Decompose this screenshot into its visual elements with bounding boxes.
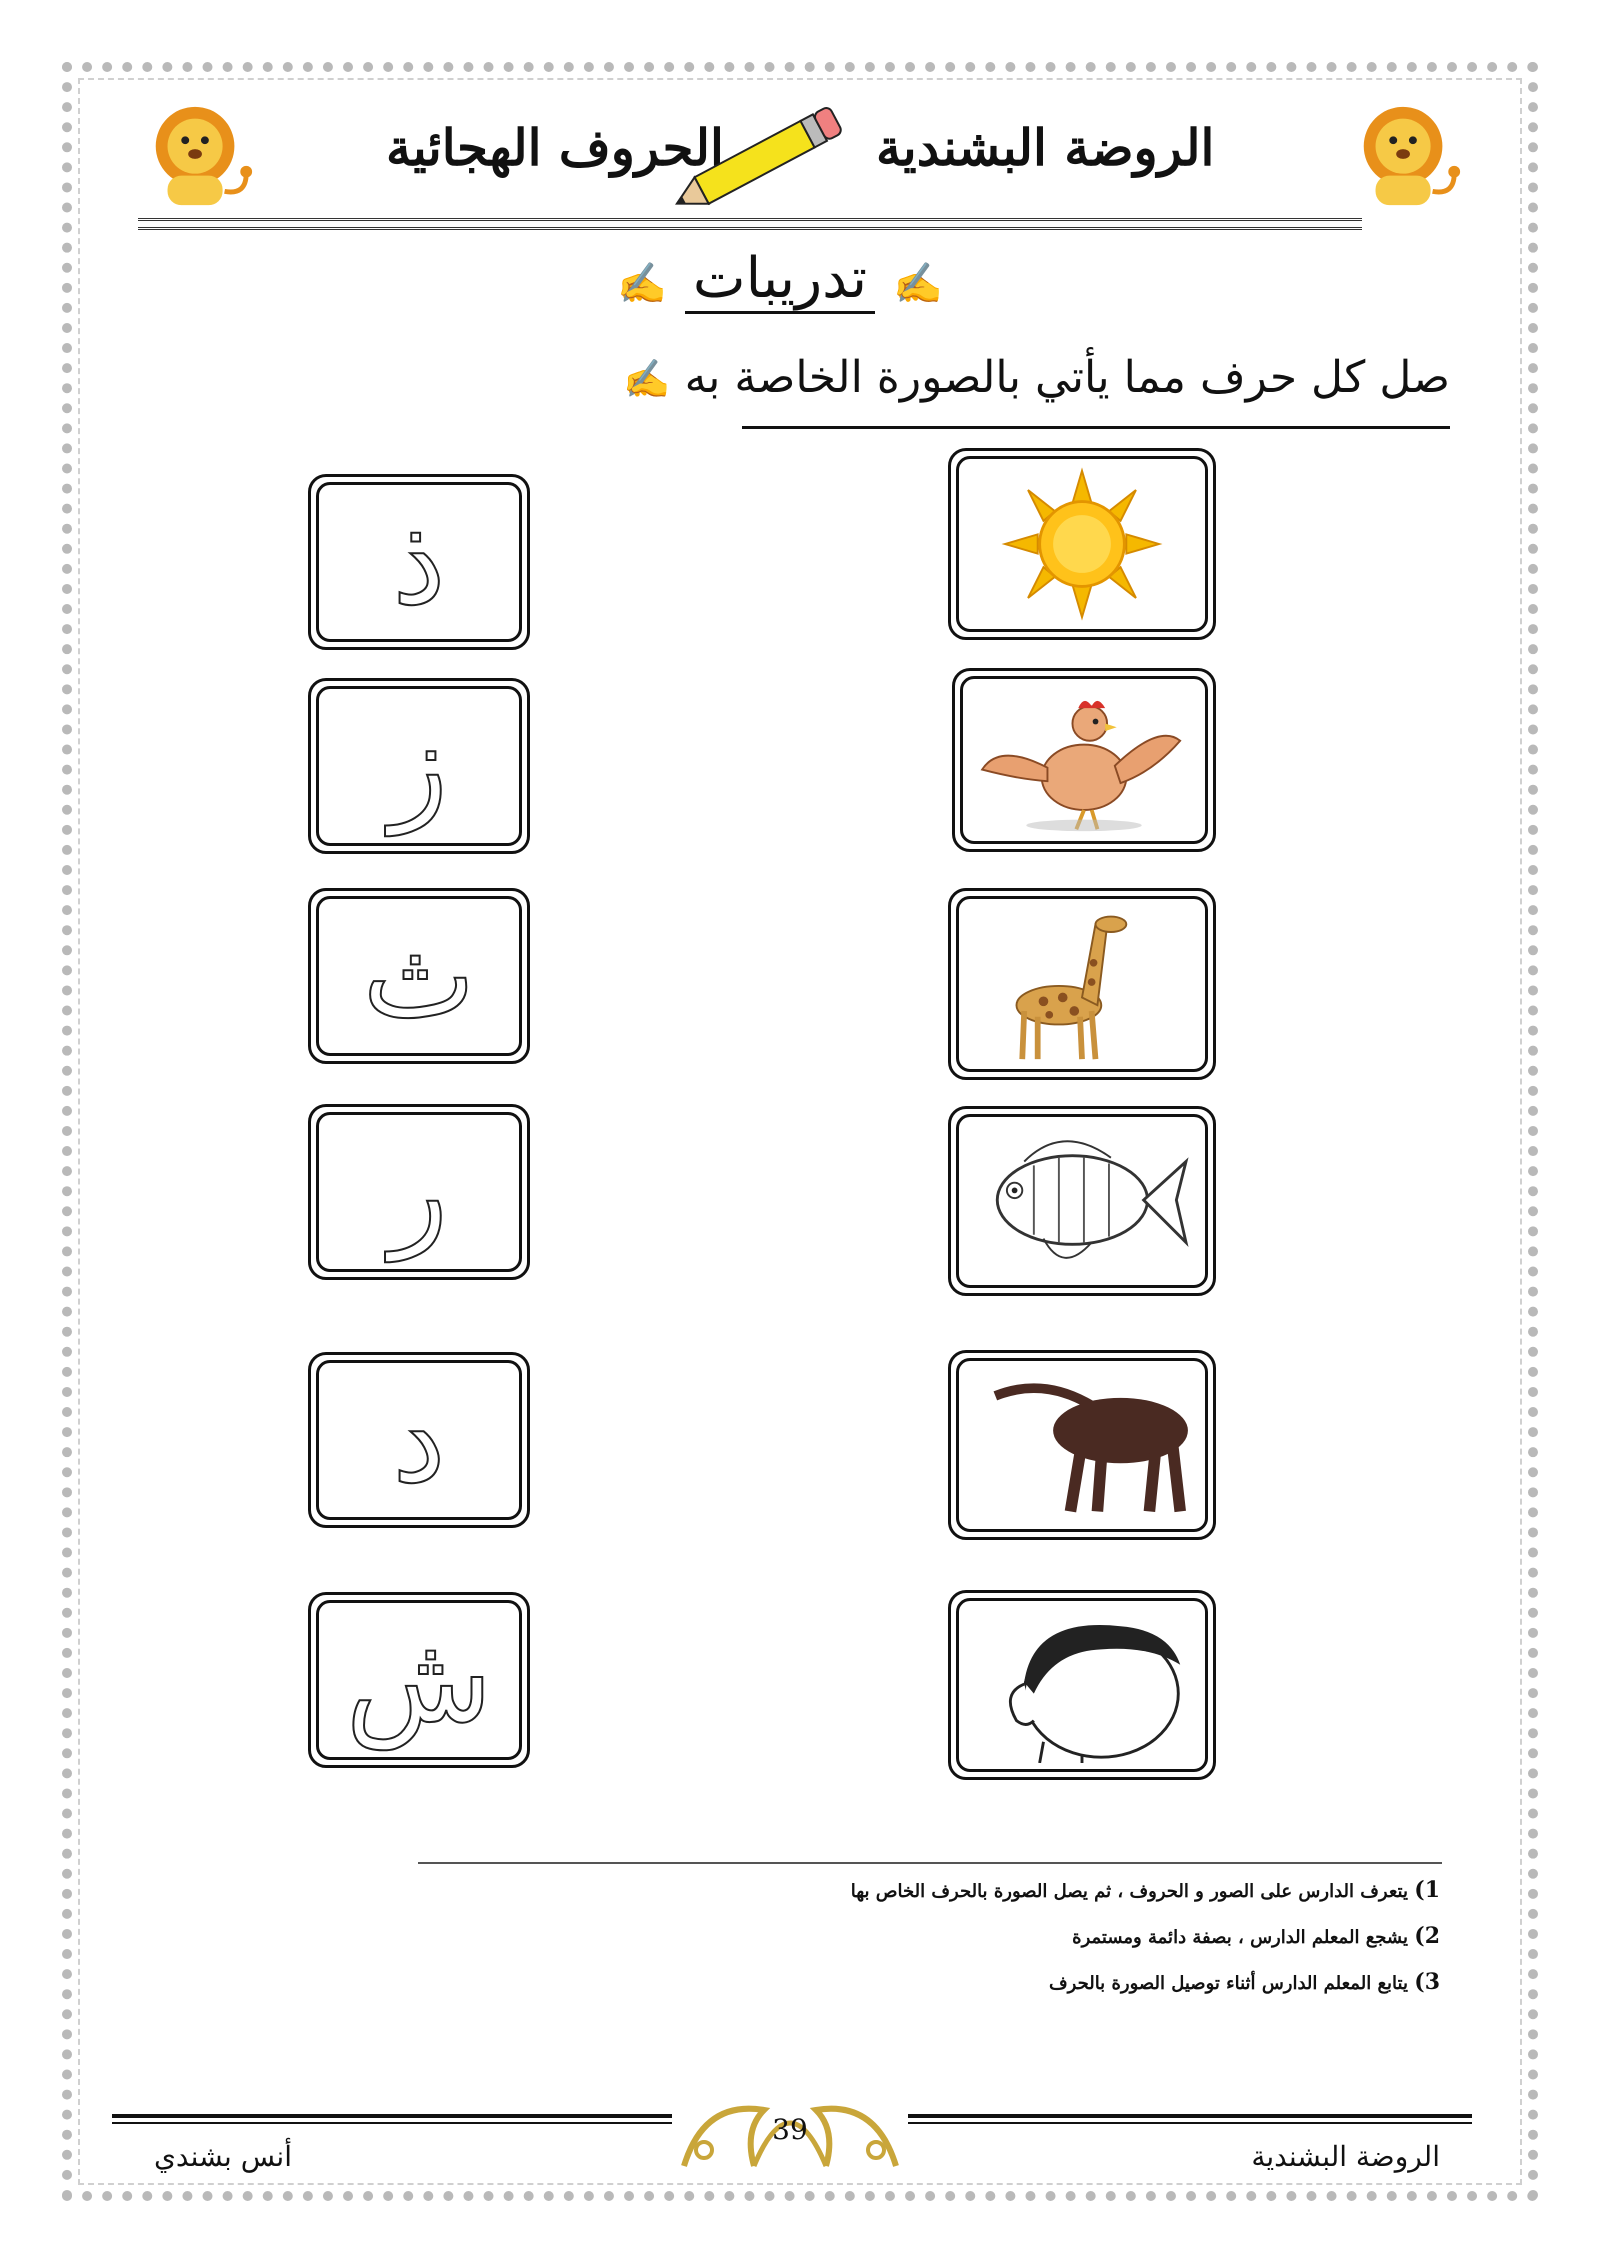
hen-image: [969, 685, 1199, 835]
picture-card-sun[interactable]: [948, 448, 1216, 640]
note-item: 2) يشجع المعلم الدارس ، بصفة دائمة ومستمرة: [1072, 1923, 1440, 1949]
footer-author: أنس بشندي: [154, 2140, 293, 2173]
footer-rule-left: [112, 2114, 672, 2124]
note-item: 1) يتعرف الدارس على الصور و الحروف ، ثم يصل الصورة بالحرف الخاص بها: [850, 1877, 1440, 1903]
fish-image: [965, 1123, 1199, 1279]
letter-card[interactable]: ث: [308, 888, 530, 1064]
writing-hand-icon: ✍: [623, 357, 671, 401]
pencil-icon: [664, 100, 854, 220]
letter-card[interactable]: ش: [308, 1592, 530, 1768]
letter-card[interactable]: ز: [308, 678, 530, 854]
head-image: [965, 1607, 1199, 1763]
header-title-alphabet: الحروف الهجائية: [386, 118, 724, 177]
lion-icon-right: [1348, 100, 1466, 210]
giraffe-image: [965, 905, 1199, 1063]
lion-icon-left: [140, 100, 258, 210]
teacher-notes: [851, 1868, 1440, 2006]
picture-card-hen[interactable]: [952, 668, 1216, 852]
picture-card-dog[interactable]: [948, 1350, 1216, 1540]
writing-hand-icon: ✍: [617, 261, 668, 307]
picture-card-giraffe[interactable]: [948, 888, 1216, 1080]
instruction-underline: [742, 426, 1450, 429]
dog-image: [965, 1367, 1199, 1523]
writing-hand-icon: ✍: [892, 261, 943, 307]
header-title-kindergarten: الروضة البشندية: [876, 118, 1215, 177]
sun-image: [965, 465, 1199, 623]
picture-card-fish[interactable]: [948, 1106, 1216, 1296]
page-number: 39: [772, 2113, 808, 2146]
footnote-divider: [418, 1862, 1442, 1864]
exercise-title: ✍ تدريبات ✍: [604, 246, 956, 311]
note-item: 3) يتابع المعلم الدارس أثناء توصيل الصورة بالحرف: [1049, 1969, 1440, 1995]
letter-card[interactable]: ر: [308, 1104, 530, 1280]
footer-rule-right: [908, 2114, 1472, 2124]
letter-card[interactable]: ذ: [308, 474, 530, 650]
letter-card[interactable]: د: [308, 1352, 530, 1528]
picture-card-head[interactable]: [948, 1590, 1216, 1780]
exercise-instruction: صل كل حرف مما يأتي بالصورة الخاصة به ✍: [623, 352, 1450, 403]
header-divider: [138, 218, 1362, 230]
footer-school: الروضة البشندية: [1251, 2140, 1440, 2173]
